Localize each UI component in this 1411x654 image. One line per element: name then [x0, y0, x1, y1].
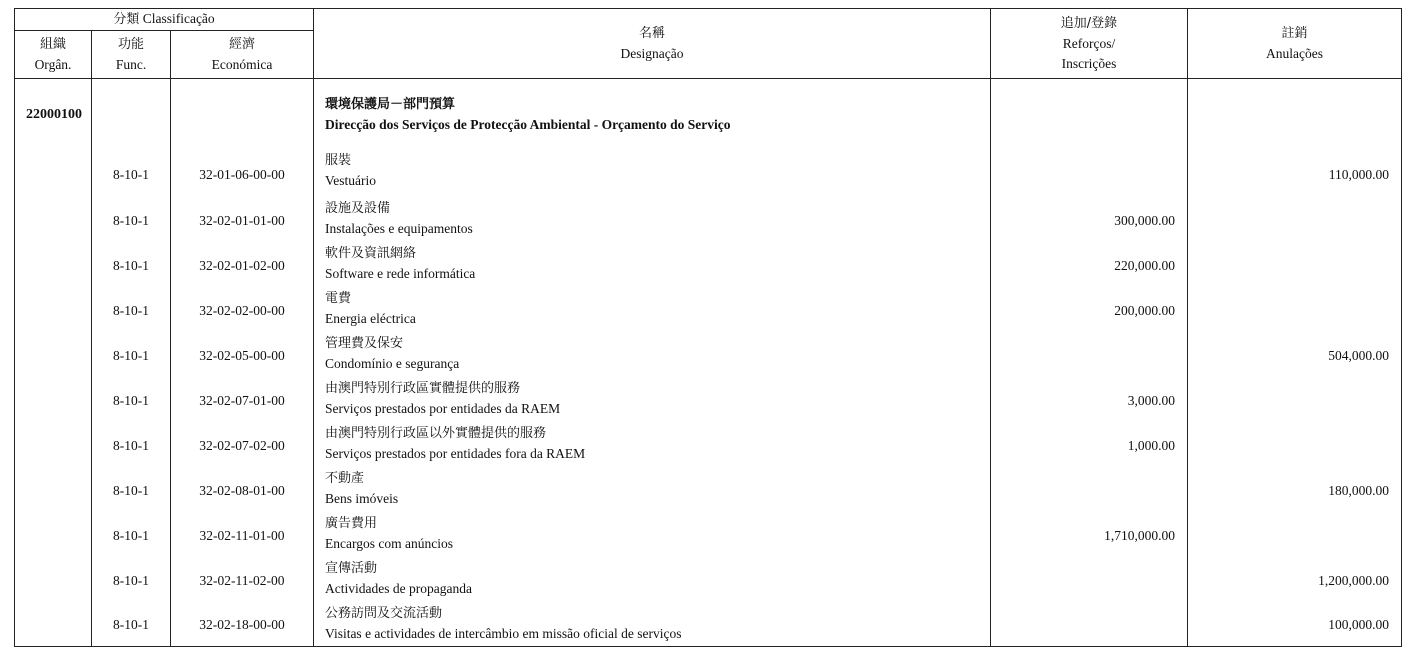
designation-zh: 設施及設備	[325, 200, 391, 216]
cancellation-amount: 110,000.00	[1188, 151, 1402, 199]
designation-zh: 公務訪問及交流活動	[325, 605, 443, 621]
function-code: 8-10-1	[92, 469, 171, 514]
organ-cell	[15, 379, 92, 424]
table-row	[15, 514, 1402, 559]
reinforcement-amount: 300,000.00	[991, 199, 1188, 244]
designation-pt: Serviços prestados por entidades fora da RAEM	[325, 445, 586, 461]
table-header	[15, 9, 1402, 79]
organ-code: 22000100	[15, 79, 92, 151]
reinforcement-amount	[991, 469, 1188, 514]
designation-cell	[314, 151, 991, 199]
cancellation-amount	[1188, 424, 1402, 469]
designation-pt: Encargos com anúncios	[325, 535, 453, 551]
cancellations-header: 註銷 Anulações	[1188, 9, 1402, 79]
section-row	[15, 79, 1402, 151]
economic-code: 32-02-08-01-00	[171, 469, 314, 514]
table-row	[15, 424, 1402, 469]
reinforcement-amount: 200,000.00	[991, 289, 1188, 334]
designation-pt: Visitas e actividades de intercâmbio em missão oficial de serviços	[325, 625, 682, 641]
designation-cell	[314, 379, 991, 424]
designation-zh: 電費	[325, 290, 352, 306]
designation-zh: 軟件及資訊網絡	[325, 245, 417, 261]
function-code: 8-10-1	[92, 379, 171, 424]
cancellation-amount: 100,000.00	[1188, 604, 1402, 647]
designation-pt: Condomínio e segurança	[325, 355, 460, 371]
designation-pt: Software e rede informática	[325, 265, 476, 281]
designation-cell	[314, 604, 991, 647]
table-row	[15, 151, 1402, 199]
function-code: 8-10-1	[92, 289, 171, 334]
economic-code: 32-02-05-00-00	[171, 334, 314, 379]
function-code: 8-10-1	[92, 559, 171, 604]
budget-table	[14, 8, 1402, 647]
designation-pt: Vestuário	[325, 172, 376, 188]
designation-cell	[314, 424, 991, 469]
reinforcement-amount: 1,000.00	[991, 424, 1188, 469]
reinforcement-amount	[991, 334, 1188, 379]
designation-zh: 由澳門特別行政區實體提供的服務	[325, 380, 521, 396]
organ-cell	[15, 289, 92, 334]
economic-code: 32-02-18-00-00	[171, 604, 314, 647]
organ-cell	[15, 514, 92, 559]
function-code: 8-10-1	[92, 244, 171, 289]
organ-cell	[15, 469, 92, 514]
function-code: 8-10-1	[92, 334, 171, 379]
table-row	[15, 604, 1402, 647]
classification-header: 分類 Classificação	[15, 9, 314, 31]
organ-cell	[15, 244, 92, 289]
economic-code: 32-02-07-02-00	[171, 424, 314, 469]
table-row	[15, 199, 1402, 244]
cancellation-amount	[1188, 514, 1402, 559]
organ-cell	[15, 199, 92, 244]
economic-code: 32-02-11-01-00	[171, 514, 314, 559]
designation-pt: Serviços prestados por entidades da RAEM	[325, 400, 561, 416]
designation-cell	[314, 334, 991, 379]
reinforcement-amount	[991, 151, 1188, 199]
table-row	[15, 289, 1402, 334]
reinforcement-amount	[991, 604, 1188, 647]
reinforcements-header: 追加/登錄 Reforços/ Inscrições	[991, 9, 1188, 79]
organ-cell	[15, 424, 92, 469]
function-code: 8-10-1	[92, 151, 171, 199]
cancellation-amount	[1188, 289, 1402, 334]
table-row	[15, 334, 1402, 379]
cancellation-amount: 1,200,000.00	[1188, 559, 1402, 604]
designation-pt: Actividades de propaganda	[325, 580, 472, 596]
section-title: 環境保護局－部門預算 Direcção dos Serviços de Protecção Ambiental - Orçamento do Serviço	[314, 79, 991, 151]
designation-cell	[314, 469, 991, 514]
reinforcement-amount: 220,000.00	[991, 244, 1188, 289]
designation-pt: Instalações e equipamentos	[325, 220, 473, 236]
designation-zh: 不動產	[325, 470, 365, 486]
reinforcement-amount: 1,710,000.00	[991, 514, 1188, 559]
economic-code: 32-02-07-01-00	[171, 379, 314, 424]
economic-code: 32-01-06-00-00	[171, 151, 314, 199]
organ-header: 組織 Orgân.	[15, 31, 92, 79]
reinforcement-amount	[991, 559, 1188, 604]
table-row	[15, 469, 1402, 514]
designation-header: 名稱 Designação	[314, 9, 991, 79]
designation-cell	[314, 289, 991, 334]
designation-cell	[314, 559, 991, 604]
economic-code: 32-02-02-00-00	[171, 289, 314, 334]
function-code: 8-10-1	[92, 424, 171, 469]
designation-zh: 由澳門特別行政區以外實體提供的服務	[325, 425, 547, 441]
designation-zh: 管理費及保安	[325, 335, 404, 351]
economic-code: 32-02-01-01-00	[171, 199, 314, 244]
function-code: 8-10-1	[92, 604, 171, 647]
reinforcement-amount: 3,000.00	[991, 379, 1188, 424]
economic-code: 32-02-01-02-00	[171, 244, 314, 289]
organ-cell	[15, 604, 92, 647]
function-code: 8-10-1	[92, 514, 171, 559]
cancellation-amount	[1188, 244, 1402, 289]
economic-code: 32-02-11-02-00	[171, 559, 314, 604]
table-row	[15, 559, 1402, 604]
organ-cell	[15, 334, 92, 379]
table-body	[15, 79, 1402, 647]
designation-cell	[314, 514, 991, 559]
designation-pt: Energia eléctrica	[325, 310, 416, 326]
designation-zh: 宣傳活動	[325, 560, 378, 576]
organ-cell	[15, 559, 92, 604]
cancellation-amount: 504,000.00	[1188, 334, 1402, 379]
function-header: 功能 Func.	[92, 31, 171, 79]
designation-zh: 服裝	[325, 152, 352, 168]
organ-cell	[15, 151, 92, 199]
cancellation-amount: 180,000.00	[1188, 469, 1402, 514]
designation-zh: 廣告費用	[325, 515, 378, 531]
cancellation-amount	[1188, 379, 1402, 424]
designation-cell	[314, 199, 991, 244]
table-row	[15, 244, 1402, 289]
designation-pt: Bens imóveis	[325, 490, 399, 506]
cancellation-amount	[1188, 199, 1402, 244]
designation-cell	[314, 244, 991, 289]
economic-header: 經濟 Económica	[171, 31, 314, 79]
function-code: 8-10-1	[92, 199, 171, 244]
table-row	[15, 379, 1402, 424]
